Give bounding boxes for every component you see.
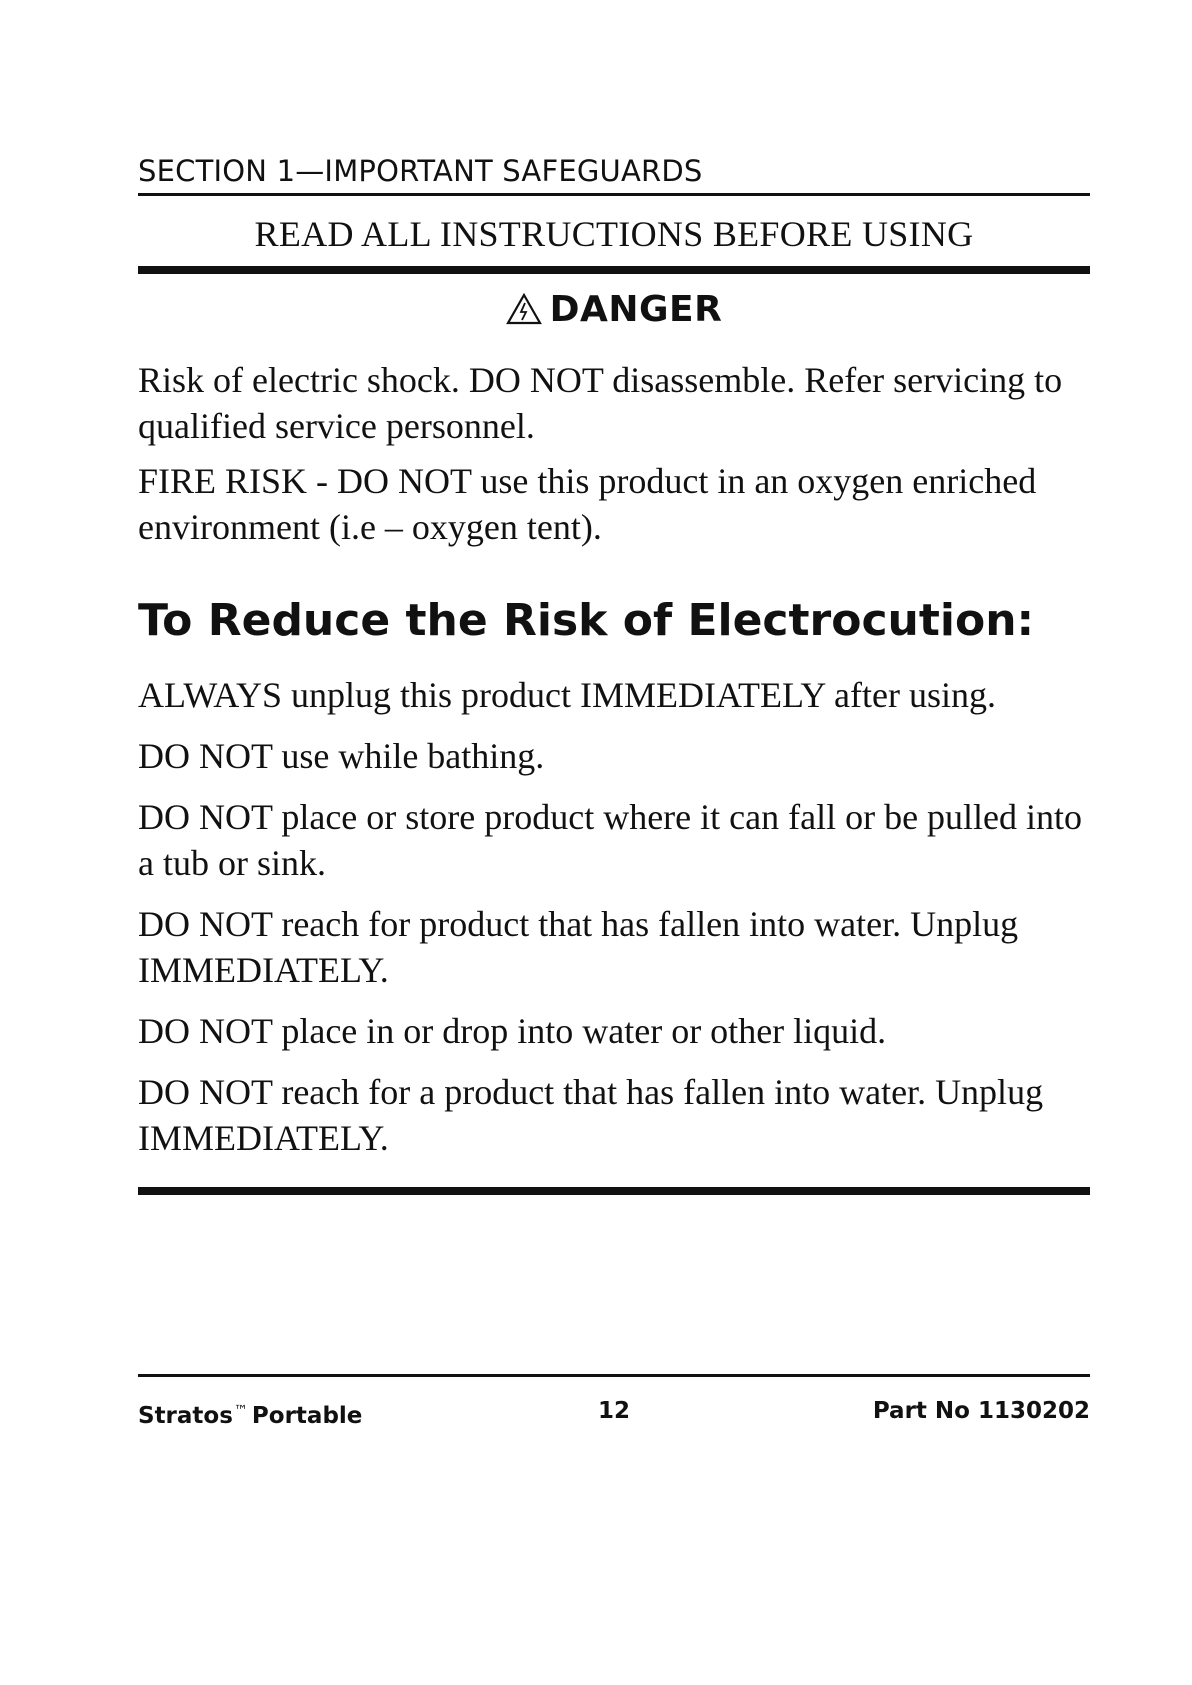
danger-paragraph-fire: FIRE RISK - DO NOT use this product in an oxygen enriched environment (i.e – oxygen tent). <box>138 461 1037 547</box>
page-footer <box>138 1396 1090 1429</box>
manual-page <box>138 0 1090 1685</box>
safety-box-top-rule <box>138 266 1090 274</box>
warning-item: DO NOT reach for product that has fallen into water. Unplug IMMEDIATELY. <box>138 904 1019 990</box>
warning-item: DO NOT place in or drop into water or other liquid. <box>138 1011 887 1051</box>
warning-item: DO NOT use while bathing. <box>138 736 545 776</box>
product-suffix: Portable <box>251 1403 363 1429</box>
footer-divider <box>138 1374 1090 1377</box>
part-number: Part No 1130202 <box>872 1398 1090 1424</box>
danger-label: DANGER <box>549 289 723 330</box>
page-number: 12 <box>597 1398 630 1424</box>
section-heading: SECTION 1—IMPORTANT SAFEGUARDS <box>138 154 703 188</box>
danger-paragraph-shock: Risk of electric shock. DO NOT disassemble. Refer servicing to qualified service personnel. <box>138 360 1063 446</box>
product-name: Stratos <box>138 1403 233 1429</box>
safety-box-bottom-rule <box>138 1187 1090 1195</box>
read-instructions-banner: READ ALL INSTRUCTIONS BEFORE USING <box>254 214 974 254</box>
electrocution-warnings-list <box>138 672 1098 1176</box>
warning-item: ALWAYS unplug this product IMMEDIATELY after using. <box>138 675 996 715</box>
danger-heading <box>138 286 1090 334</box>
trademark-symbol: ™ <box>233 1403 248 1419</box>
electrical-hazard-warning-icon <box>506 293 542 325</box>
electrocution-heading: To Reduce the Risk of Electrocution: <box>138 595 1035 646</box>
section-divider <box>138 193 1090 196</box>
warning-item: DO NOT reach for a product that has fallen into water. Unplug IMMEDIATELY. <box>138 1072 1044 1158</box>
warning-item: DO NOT place or store product where it can fall or be pulled into a tub or sink. <box>138 797 1083 883</box>
